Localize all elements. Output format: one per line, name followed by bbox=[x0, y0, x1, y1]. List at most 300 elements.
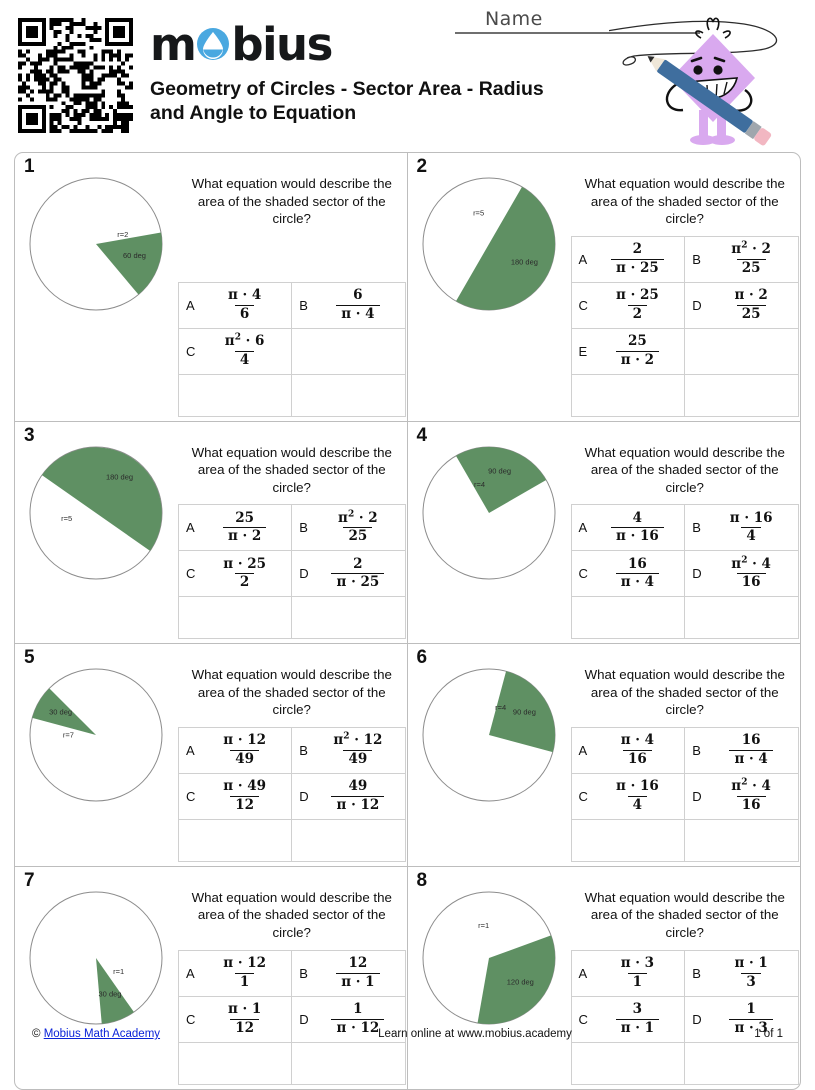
option-label: A bbox=[186, 965, 195, 981]
mascot-svg bbox=[609, 6, 809, 151]
fraction-numerator: π · 1 bbox=[227, 1001, 262, 1018]
option-row bbox=[179, 551, 406, 597]
option-b[interactable] bbox=[292, 951, 404, 996]
option-label: C bbox=[578, 566, 588, 582]
option-a[interactable] bbox=[179, 951, 291, 996]
question-3 bbox=[15, 421, 408, 644]
answer-blank-row bbox=[571, 374, 799, 416]
option-label: C bbox=[578, 788, 588, 804]
sector-diagram bbox=[24, 172, 169, 317]
option-expression bbox=[208, 779, 291, 813]
fraction-denominator: 16 bbox=[737, 796, 766, 814]
question-figure bbox=[408, 649, 571, 862]
fraction-denominator: 1 bbox=[628, 973, 647, 991]
option-label: A bbox=[186, 520, 195, 536]
question-body bbox=[571, 427, 801, 640]
fraction-denominator: π · 4 bbox=[336, 305, 379, 323]
option-expression bbox=[601, 288, 685, 322]
question-prompt: What equation would describe the area of the shaded sector of the circle? bbox=[584, 444, 785, 495]
fraction-denominator: π · 25 bbox=[611, 259, 664, 277]
footer-page-number: 1 of 1 bbox=[754, 1028, 783, 1040]
answer-blank-cell[interactable] bbox=[571, 1042, 685, 1084]
option-row bbox=[179, 727, 406, 773]
option-b[interactable] bbox=[685, 237, 798, 282]
fraction-numerator: $\pi^2 \cdot 6$ bbox=[224, 332, 265, 350]
fraction-denominator: π · 12 bbox=[331, 796, 384, 814]
radius-label: r=2 bbox=[117, 229, 129, 239]
question-prompt: What equation would describe the area of the shaded sector of the circle? bbox=[584, 889, 785, 941]
page-header bbox=[0, 0, 815, 150]
fraction bbox=[616, 956, 659, 990]
option-expression bbox=[208, 956, 291, 990]
radius-label: r=5 bbox=[472, 208, 484, 218]
option-cell[interactable] bbox=[685, 551, 799, 597]
option-label: D bbox=[692, 788, 702, 804]
option-row bbox=[179, 773, 406, 819]
question-number: 5 bbox=[24, 647, 35, 669]
option-expression bbox=[208, 511, 291, 545]
radius-label: r=4 bbox=[473, 479, 485, 489]
fraction-denominator: 4 bbox=[235, 351, 254, 369]
sector-diagram bbox=[24, 441, 169, 586]
question-2 bbox=[408, 153, 801, 421]
angle-label: 30 deg bbox=[49, 707, 73, 717]
option-row bbox=[571, 505, 799, 551]
fraction bbox=[336, 956, 379, 990]
fraction-denominator: 2 bbox=[628, 305, 647, 323]
fraction-numerator: 4 bbox=[632, 509, 643, 526]
fraction-numerator: 2 bbox=[353, 555, 363, 572]
option-row bbox=[571, 236, 799, 282]
answer-blank-cell[interactable] bbox=[685, 374, 799, 416]
fraction-numerator: $\pi^2 \cdot 2$ bbox=[338, 509, 378, 526]
footer-copyright bbox=[32, 1028, 287, 1040]
fraction-denominator: 25 bbox=[737, 259, 766, 277]
option-d[interactable] bbox=[292, 551, 404, 596]
option-c[interactable] bbox=[179, 774, 291, 819]
fraction-denominator: 16 bbox=[737, 573, 766, 591]
option-label: D bbox=[299, 1011, 309, 1027]
option-label: C bbox=[186, 1011, 196, 1027]
fraction-numerator: π · 1 bbox=[734, 955, 768, 972]
option-c[interactable] bbox=[572, 551, 685, 596]
fraction bbox=[616, 733, 659, 767]
fraction bbox=[729, 288, 772, 322]
fraction-denominator: 4 bbox=[741, 527, 760, 545]
fraction-denominator: π · 4 bbox=[729, 750, 772, 768]
angle-label: 90 deg bbox=[512, 707, 536, 717]
answer-blank-cell[interactable] bbox=[571, 819, 685, 861]
fraction-numerator: $\pi^2 \cdot 12$ bbox=[333, 731, 383, 749]
question-prompt: What equation would describe the area of the shaded sector of the circle? bbox=[191, 667, 392, 718]
option-row bbox=[179, 950, 406, 996]
question-body bbox=[571, 872, 801, 1085]
sector-diagram bbox=[417, 663, 562, 808]
fraction-denominator: π · 3 bbox=[729, 1019, 772, 1037]
fraction-denominator: 16 bbox=[623, 750, 652, 768]
option-row bbox=[571, 282, 799, 328]
option-expression bbox=[601, 733, 685, 767]
fraction-denominator: 6 bbox=[235, 305, 254, 323]
fraction-numerator: 16 bbox=[627, 555, 647, 572]
option-cell[interactable] bbox=[292, 950, 405, 996]
fraction bbox=[333, 511, 383, 545]
option-cell[interactable] bbox=[571, 727, 685, 773]
option-cell[interactable] bbox=[179, 551, 292, 597]
option-label: C bbox=[186, 788, 196, 804]
fraction-denominator: π · 4 bbox=[616, 573, 659, 591]
option-cell[interactable] bbox=[685, 505, 799, 551]
option-expression bbox=[714, 779, 798, 813]
fraction bbox=[223, 511, 266, 545]
answer-choices-table bbox=[178, 727, 406, 862]
question-prompt: What equation would describe the area of the shaded sector of the circle? bbox=[191, 889, 392, 941]
option-label: B bbox=[299, 965, 308, 981]
option-e[interactable] bbox=[572, 329, 685, 374]
option-cell[interactable] bbox=[571, 773, 685, 819]
fraction-denominator: π · 1 bbox=[616, 1019, 659, 1037]
answer-blank-cell[interactable] bbox=[292, 597, 405, 639]
fraction-denominator: 12 bbox=[230, 1019, 259, 1037]
question-number: 6 bbox=[416, 647, 428, 669]
fraction bbox=[725, 511, 778, 545]
answer-blank-cell[interactable] bbox=[571, 374, 685, 416]
fraction-numerator: π · 3 bbox=[620, 955, 655, 972]
option-expression bbox=[321, 557, 404, 591]
option-label: C bbox=[186, 566, 196, 582]
empty-option-cell bbox=[685, 329, 798, 374]
fraction-denominator: π · 25 bbox=[331, 573, 384, 591]
option-label: A bbox=[186, 742, 195, 758]
fraction-denominator: 4 bbox=[628, 796, 647, 814]
answer-blank-cell[interactable] bbox=[685, 597, 799, 639]
fraction-denominator: 2 bbox=[235, 573, 254, 591]
answer-blank-row bbox=[179, 597, 406, 639]
option-cell[interactable] bbox=[179, 282, 292, 328]
option-cell[interactable] bbox=[179, 727, 292, 773]
fraction-denominator: π · 2 bbox=[223, 527, 266, 545]
option-label: B bbox=[299, 742, 308, 758]
option-label: B bbox=[692, 742, 701, 758]
radius-label: r=4 bbox=[494, 703, 506, 713]
fraction-denominator: 12 bbox=[230, 796, 259, 814]
option-row bbox=[571, 773, 799, 819]
option-expression bbox=[321, 956, 404, 990]
option-c[interactable] bbox=[179, 329, 291, 374]
option-label: C bbox=[578, 297, 588, 313]
option-b[interactable] bbox=[292, 505, 404, 550]
fraction bbox=[726, 557, 776, 591]
option-b[interactable] bbox=[292, 283, 404, 328]
option-b[interactable] bbox=[685, 505, 798, 550]
option-expression bbox=[601, 956, 685, 990]
option-c[interactable] bbox=[572, 283, 685, 328]
logo-text-prefix: m bbox=[150, 17, 196, 71]
fraction bbox=[218, 779, 271, 813]
option-label: C bbox=[578, 1011, 588, 1027]
qr-code[interactable] bbox=[18, 18, 133, 133]
option-cell[interactable] bbox=[292, 727, 405, 773]
fraction-denominator: 49 bbox=[230, 750, 259, 768]
fraction bbox=[611, 511, 664, 545]
answer-blank-cell[interactable] bbox=[292, 819, 405, 861]
option-expression bbox=[601, 779, 685, 813]
option-a[interactable] bbox=[572, 728, 685, 773]
answer-blank-cell[interactable] bbox=[685, 1042, 799, 1084]
question-body bbox=[571, 649, 801, 862]
answer-choices-table bbox=[571, 504, 800, 639]
option-cell[interactable] bbox=[685, 950, 799, 996]
option-expression bbox=[601, 557, 685, 591]
fraction-denominator: π · 12 bbox=[331, 1019, 384, 1037]
option-expression bbox=[208, 288, 291, 322]
option-cell[interactable] bbox=[571, 950, 685, 996]
option-cell[interactable] bbox=[571, 328, 685, 374]
question-row bbox=[15, 153, 800, 421]
option-expression bbox=[208, 557, 291, 591]
option-cell[interactable] bbox=[685, 236, 799, 282]
option-cell[interactable] bbox=[292, 505, 405, 551]
option-b[interactable] bbox=[685, 728, 798, 773]
angle-label: 60 deg bbox=[123, 251, 146, 260]
option-label: E bbox=[578, 343, 588, 359]
option-row bbox=[571, 551, 799, 597]
question-6 bbox=[408, 643, 801, 866]
option-label: D bbox=[299, 566, 309, 582]
answer-blank-cell[interactable] bbox=[685, 819, 799, 861]
answer-choices-table bbox=[571, 236, 800, 417]
fraction bbox=[218, 956, 271, 990]
fraction bbox=[616, 557, 659, 591]
option-cell[interactable] bbox=[685, 282, 799, 328]
option-cell[interactable] bbox=[571, 282, 685, 328]
option-expression bbox=[321, 779, 404, 813]
option-expression bbox=[714, 557, 798, 591]
option-cell[interactable] bbox=[179, 328, 292, 374]
fraction-denominator: π · 2 bbox=[616, 351, 659, 369]
option-expression bbox=[714, 733, 798, 767]
question-row bbox=[15, 866, 800, 1089]
option-label: D bbox=[692, 297, 702, 313]
fraction-denominator: 25 bbox=[737, 305, 766, 323]
fraction-numerator: π · 12 bbox=[223, 955, 267, 972]
question-number: 7 bbox=[24, 869, 35, 891]
option-label: C bbox=[186, 343, 196, 359]
option-expression bbox=[714, 288, 798, 322]
question-number: 3 bbox=[24, 424, 35, 446]
option-expression bbox=[321, 288, 404, 322]
fraction bbox=[729, 956, 772, 990]
fraction-numerator: 2 bbox=[632, 241, 643, 258]
question-body bbox=[178, 427, 407, 640]
option-label: A bbox=[578, 742, 588, 758]
question-8 bbox=[408, 866, 801, 1089]
fraction-denominator: π · 16 bbox=[611, 527, 664, 545]
question-figure bbox=[15, 869, 178, 1085]
mobius-math-academy-link[interactable]: Mobius Math Academy bbox=[43, 1028, 161, 1040]
question-body bbox=[571, 158, 801, 417]
option-expression bbox=[208, 334, 291, 368]
answer-blank-cell[interactable] bbox=[179, 1042, 292, 1084]
fraction bbox=[220, 334, 270, 368]
radius-label: r=7 bbox=[62, 730, 74, 740]
sector-diagram bbox=[417, 886, 562, 1031]
option-label: A bbox=[578, 520, 588, 536]
option-label: B bbox=[299, 297, 308, 313]
option-cell bbox=[292, 328, 405, 374]
option-expression bbox=[714, 511, 798, 545]
fraction-numerator: 1 bbox=[353, 1001, 363, 1018]
option-label: A bbox=[578, 965, 588, 981]
fraction-numerator: π · 25 bbox=[223, 555, 267, 572]
brand-block bbox=[150, 18, 570, 126]
option-expression bbox=[321, 733, 404, 767]
option-label: B bbox=[692, 251, 701, 267]
option-a[interactable] bbox=[179, 283, 291, 328]
option-cell[interactable] bbox=[571, 505, 685, 551]
question-figure bbox=[15, 158, 178, 417]
answer-blank-cell[interactable] bbox=[292, 374, 405, 416]
option-cell[interactable] bbox=[292, 282, 405, 328]
option-cell[interactable] bbox=[179, 773, 292, 819]
option-cell[interactable] bbox=[292, 773, 405, 819]
question-body bbox=[178, 872, 407, 1085]
fraction-numerator: π · 4 bbox=[620, 732, 655, 749]
option-cell[interactable] bbox=[292, 551, 405, 597]
question-body bbox=[178, 158, 407, 417]
option-cell[interactable] bbox=[179, 950, 292, 996]
mascot-illustration bbox=[609, 6, 809, 151]
answer-blank-cell[interactable] bbox=[179, 374, 292, 416]
logo-text bbox=[150, 17, 332, 71]
question-number: 4 bbox=[416, 424, 428, 446]
fraction-numerator: $\pi^2 \cdot 4$ bbox=[731, 777, 771, 795]
fraction bbox=[336, 288, 379, 322]
option-d[interactable] bbox=[685, 283, 798, 328]
option-expression bbox=[208, 733, 291, 767]
answer-blank-cell[interactable] bbox=[571, 597, 685, 639]
option-a[interactable] bbox=[179, 728, 291, 773]
option-row bbox=[179, 282, 406, 328]
option-cell[interactable] bbox=[685, 727, 799, 773]
fraction-numerator: π · 4 bbox=[227, 287, 262, 304]
option-cell[interactable] bbox=[571, 236, 685, 282]
option-a[interactable] bbox=[572, 951, 685, 996]
angle-label: 120 deg bbox=[506, 977, 534, 987]
page-footer bbox=[0, 1028, 815, 1040]
option-cell[interactable] bbox=[685, 773, 799, 819]
option-a[interactable] bbox=[572, 237, 685, 282]
question-row bbox=[15, 643, 800, 866]
option-row bbox=[571, 950, 799, 996]
question-number: 8 bbox=[416, 869, 428, 891]
fraction-numerator: 6 bbox=[353, 287, 363, 304]
option-expression bbox=[714, 242, 798, 276]
option-label: B bbox=[692, 965, 701, 981]
question-figure bbox=[15, 424, 178, 640]
question-1 bbox=[15, 153, 408, 421]
question-prompt: What equation would describe the area of the shaded sector of the circle? bbox=[191, 176, 392, 227]
question-figure bbox=[15, 649, 178, 862]
answer-blank-row bbox=[571, 1042, 799, 1084]
fraction-numerator: 12 bbox=[348, 955, 368, 972]
question-5 bbox=[15, 643, 408, 866]
answer-blank-row bbox=[179, 1042, 406, 1084]
option-row bbox=[571, 328, 799, 374]
option-label: B bbox=[299, 520, 308, 536]
option-a[interactable] bbox=[572, 505, 685, 550]
angle-label: 180 deg bbox=[105, 472, 134, 482]
option-cell[interactable] bbox=[571, 551, 685, 597]
option-expression bbox=[321, 511, 404, 545]
option-label: B bbox=[692, 520, 701, 536]
option-expression bbox=[601, 334, 685, 368]
answer-choices-table bbox=[178, 504, 406, 639]
fraction-numerator: π · 12 bbox=[223, 732, 267, 749]
answer-blank-cell[interactable] bbox=[292, 1042, 405, 1084]
question-prompt: What equation would describe the area of the shaded sector of the circle? bbox=[191, 444, 392, 495]
option-c[interactable] bbox=[179, 551, 291, 596]
answer-choices-table bbox=[571, 727, 800, 862]
fraction bbox=[616, 334, 659, 368]
worksheet-grid bbox=[14, 152, 801, 1090]
fraction-numerator: π · 2 bbox=[734, 287, 768, 304]
question-figure bbox=[408, 424, 571, 640]
fraction-numerator: 16 bbox=[741, 732, 761, 749]
fraction-numerator: π · 25 bbox=[615, 287, 659, 304]
fraction-numerator: π · 49 bbox=[223, 778, 267, 795]
radius-label: r=5 bbox=[61, 513, 73, 523]
option-row bbox=[179, 505, 406, 551]
option-d[interactable] bbox=[685, 551, 798, 596]
option-d[interactable] bbox=[292, 774, 404, 819]
answer-blank-cell[interactable] bbox=[179, 597, 292, 639]
fraction-numerator: π · 16 bbox=[729, 509, 773, 526]
option-b[interactable] bbox=[292, 728, 404, 773]
option-a[interactable] bbox=[179, 505, 291, 550]
answer-choices-table bbox=[178, 282, 406, 417]
fraction-denominator: π · 1 bbox=[336, 973, 379, 991]
question-prompt: What equation would describe the area of the shaded sector of the circle? bbox=[584, 176, 785, 227]
fraction bbox=[729, 733, 772, 767]
sector-diagram bbox=[24, 886, 169, 1031]
question-4 bbox=[408, 421, 801, 644]
fraction bbox=[331, 557, 384, 591]
option-label: A bbox=[578, 251, 588, 267]
radius-label: r=1 bbox=[113, 966, 125, 976]
logo-text-suffix: bius bbox=[231, 17, 332, 71]
fraction-denominator: 1 bbox=[235, 973, 254, 991]
answer-blank-row bbox=[571, 597, 799, 639]
option-label: D bbox=[299, 788, 309, 804]
angle-label: 90 deg bbox=[487, 466, 511, 476]
qr-code-svg bbox=[18, 18, 133, 133]
fraction bbox=[331, 779, 384, 813]
option-label: A bbox=[186, 297, 195, 313]
option-b[interactable] bbox=[685, 951, 798, 996]
fraction-numerator: 49 bbox=[348, 778, 368, 795]
copyright-symbol: © bbox=[32, 1028, 41, 1040]
option-d[interactable] bbox=[685, 774, 798, 819]
page-title: Geometry of Circles - Sector Area - Radius and Angle to Equation bbox=[150, 78, 544, 124]
option-cell[interactable] bbox=[179, 505, 292, 551]
answer-blank-row bbox=[179, 819, 406, 861]
fraction-numerator: $\pi^2 \cdot 2$ bbox=[731, 240, 771, 258]
option-c[interactable] bbox=[572, 774, 685, 819]
answer-blank-cell[interactable] bbox=[179, 819, 292, 861]
option-row bbox=[179, 328, 406, 374]
option-expression bbox=[601, 242, 685, 276]
